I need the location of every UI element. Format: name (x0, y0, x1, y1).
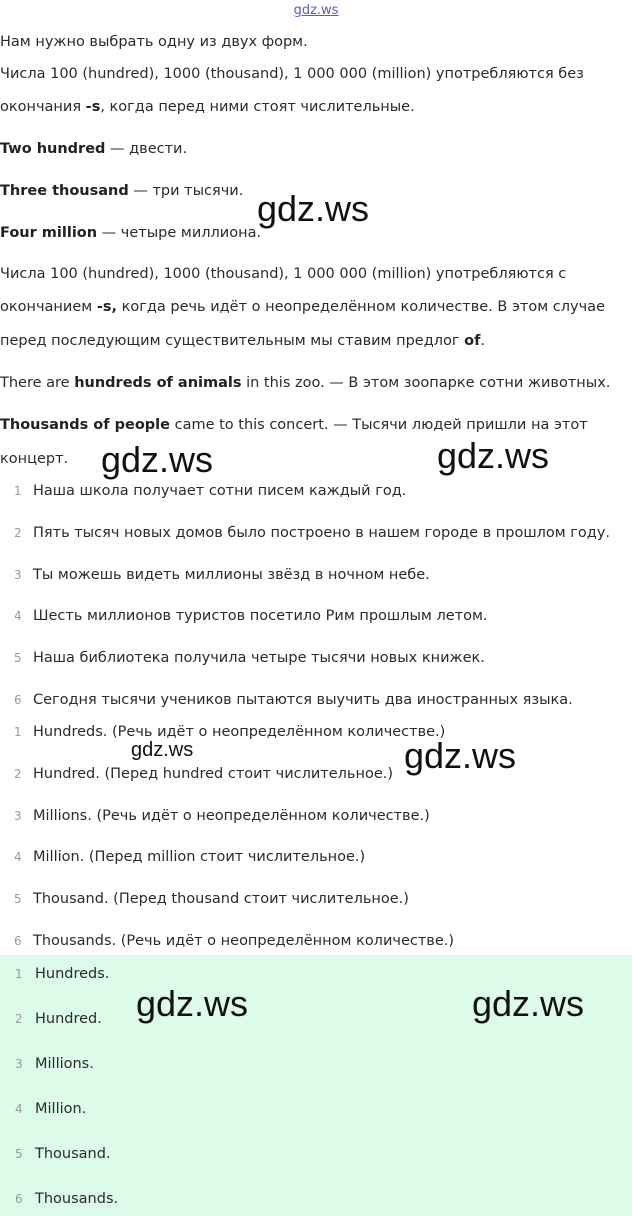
item-number: 3 (14, 568, 22, 582)
item-number: 2 (15, 1012, 23, 1026)
item-number: 3 (14, 809, 22, 823)
rule-paragraph-2-line-1: Числа 100 (hundred), 1000 (thousand), 1 000 000 (million) употребляются с (0, 266, 567, 282)
item-number: 5 (14, 892, 22, 906)
rule-paragraph-2-line-2: окончанием -s, когда речь идёт о неопределённом количестве. В этом случае (0, 299, 605, 315)
rule-paragraph-1-line-2: окончания -s, когда перед ними стоят числительные. (0, 99, 415, 115)
item-text: Сегодня тысячи учеников пытаются выучить два иностранных языка. (33, 692, 573, 708)
item-text: Hundreds. (Речь идёт о неопределённом количестве.) (33, 724, 446, 740)
watermark: gdz.ws (404, 735, 517, 776)
example-thousands-of-people-line-1: Thousands of people came to this concert. — Тысячи людей пришли на этот (0, 417, 588, 433)
watermark: gdz.ws (136, 983, 249, 1024)
item-number: 4 (15, 1102, 23, 1116)
item-number: 5 (14, 651, 22, 665)
item-number: 4 (14, 850, 22, 864)
item-number: 6 (15, 1192, 23, 1206)
item-text: Millions. (Речь идёт о неопределённом количестве.) (33, 808, 430, 824)
watermark: gdz.ws (257, 188, 370, 229)
item-text: Thousands. (35, 1191, 119, 1207)
item-number: 5 (15, 1147, 23, 1161)
watermark: gdz.ws (131, 739, 194, 761)
item-text: Пять тысяч новых домов было построено в нашем городе в прошлом году. (33, 525, 611, 541)
site-link[interactable]: gdz.ws (293, 3, 339, 18)
item-text: Million. (35, 1101, 87, 1117)
example-four-million: Four million — четыре миллиона. (0, 225, 262, 241)
item-text: Шесть миллионов туристов посетило Рим прошлым летом. (33, 608, 488, 624)
item-number: 6 (14, 934, 22, 948)
intro-text: Нам нужно выбрать одну из двух форм. (0, 34, 308, 50)
example-hundreds-of-animals: There are hundreds of animals in this zoo. — В этом зоопарке сотни животных. (0, 375, 611, 391)
item-number: 6 (14, 693, 22, 707)
item-text: Thousands. (Речь идёт о неопределённом количестве.) (33, 933, 455, 949)
item-number: 3 (15, 1057, 23, 1071)
example-thousands-of-people-line-2: концерт. (0, 451, 69, 467)
item-text: Hundred. (Перед hundred стоит числительное.) (33, 766, 394, 782)
item-text: Hundreds. (35, 966, 110, 982)
watermark: gdz.ws (437, 435, 550, 476)
item-text: Thousand. (35, 1146, 111, 1162)
item-text: Thousand. (Перед thousand стоит числительное.) (33, 891, 409, 907)
watermark: gdz.ws (472, 983, 585, 1024)
example-two-hundred: Two hundred — двести. (0, 141, 188, 157)
item-number: 4 (14, 609, 22, 623)
rule-paragraph-1-line-1: Числа 100 (hundred), 1000 (thousand), 1 000 000 (million) употребляются без (0, 66, 584, 82)
item-text: Наша школа получает сотни писем каждый год. (33, 483, 407, 499)
item-text: Million. (Перед million стоит числительное.) (33, 849, 366, 865)
rule-paragraph-2-line-3: перед последующим существительным мы ставим предлог of. (0, 333, 485, 349)
item-text: Hundred. (35, 1011, 102, 1027)
item-text: Наша библиотека получила четыре тысячи новых книжек. (33, 650, 485, 666)
item-text: Millions. (35, 1056, 94, 1072)
item-text: Ты можешь видеть миллионы звёзд в ночном небе. (33, 567, 430, 583)
item-number: 1 (14, 725, 22, 739)
example-three-thousand: Three thousand — три тысячи. (0, 183, 244, 199)
item-number: 2 (14, 767, 22, 781)
item-number: 1 (15, 967, 23, 981)
watermark: gdz.ws (101, 439, 214, 480)
item-number: 2 (14, 526, 22, 540)
item-number: 1 (14, 484, 22, 498)
